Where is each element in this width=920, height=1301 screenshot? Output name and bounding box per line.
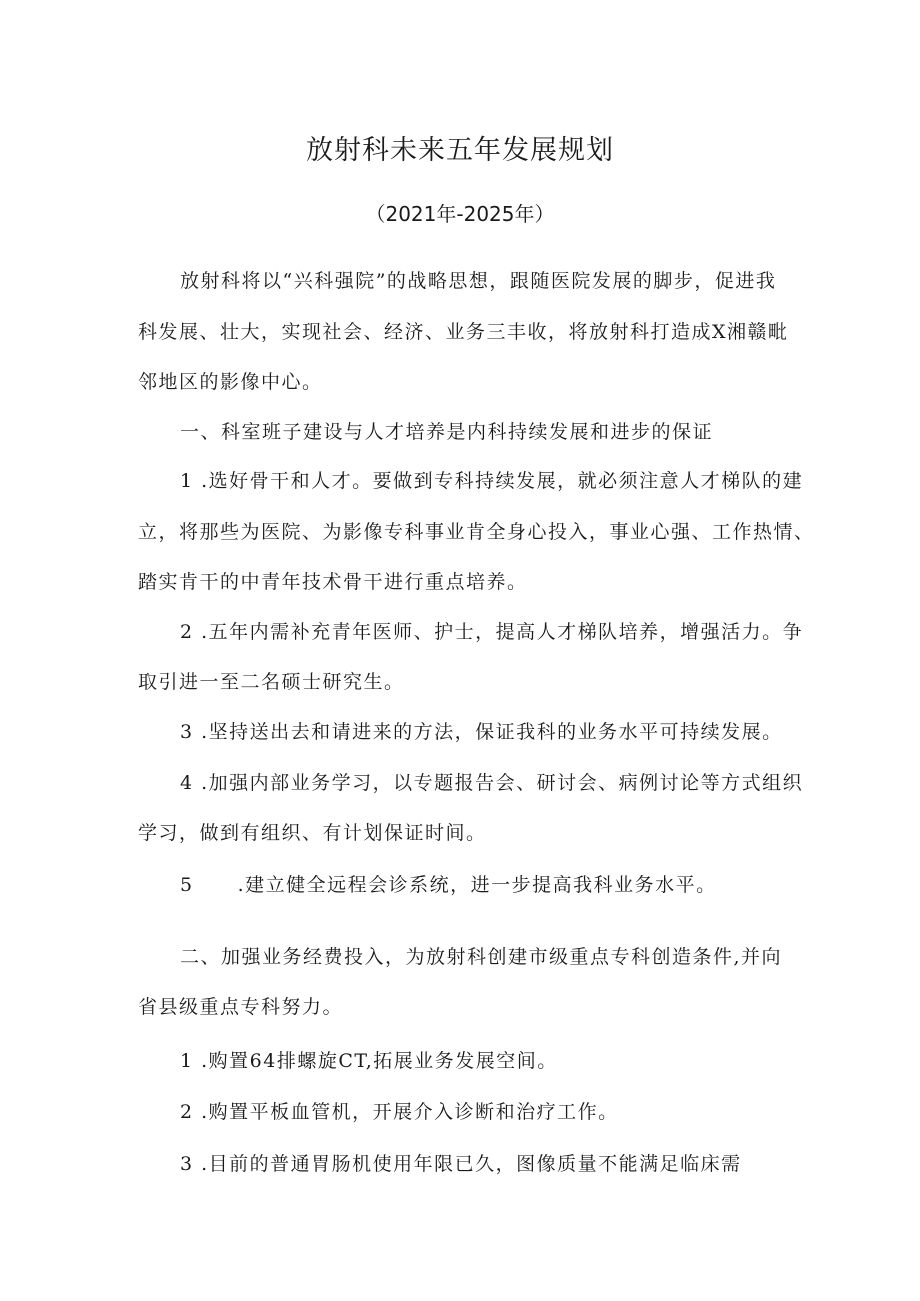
section1-item5-text: .建立健全远程会诊系统，进一步提高我科业务水平。 — [237, 874, 717, 896]
section1-item2-line2: 取引进一至二名硕士研究生。 — [138, 671, 405, 693]
section1-heading: 一、科室班子建设与人才培养是内科持续发展和进步的保证 — [180, 421, 714, 443]
document-title: 放射科未来五年发展规划 — [306, 135, 614, 166]
section1-item2-line1: 2 .五年内需补充青年医师、护士，提高人才梯队培养，增强活力。争 — [180, 621, 804, 643]
section1-item5 — [180, 870, 717, 900]
section1-item4-line1: 4 .加强内部业务学习，以专题报告会、研讨会、病例讨论等方式组织 — [180, 772, 804, 794]
section1-item1-line2: 立，将那些为医院、为影像专科事业肯全身心投入，事业心强、工作热情、 — [138, 521, 815, 543]
intro-line-3: 邻地区的影像中心。 — [138, 371, 323, 393]
section2-heading-line1: 二、加强业务经费投入，为放射科创建市级重点专科创造条件,并向 — [180, 946, 783, 968]
section1-item5-number: 5 — [180, 874, 194, 896]
section2-item2: 2 .购置平板血管机，开展介入诊断和治疗工作。 — [180, 1101, 619, 1123]
document-subtitle: （2021年-2025年） — [365, 202, 555, 226]
section2-item1: 1 .购置64排螺旋CT,拓展业务发展空间。 — [180, 1050, 558, 1072]
intro-line-2: 科发展、壮大，实现社会、经济、业务三丰收，将放射科打造成X湘赣毗 — [138, 321, 789, 343]
section1-item1-line3: 踏实肯干的中青年技术骨干进行重点培养。 — [138, 571, 528, 593]
section2-heading-line2: 省县级重点专科努力。 — [138, 996, 344, 1018]
section2-item3: 3 .目前的普通胃肠机使用年限已久，图像质量不能满足临床需 — [180, 1153, 742, 1175]
section1-item1-line1: 1 .选好骨干和人才。要做到专科持续发展，就必须注意人才梯队的建 — [180, 470, 804, 492]
section1-item3-line1: 3 .坚持送出去和请进来的方法，保证我科的业务水平可持续发展。 — [180, 721, 783, 743]
section1-item4-line2: 学习，做到有组织、有计划保证时间。 — [138, 822, 487, 844]
intro-line-1: 放射科将以“兴科强院”的战略思想，跟随医院发展的脚步，促进我 — [180, 270, 777, 292]
